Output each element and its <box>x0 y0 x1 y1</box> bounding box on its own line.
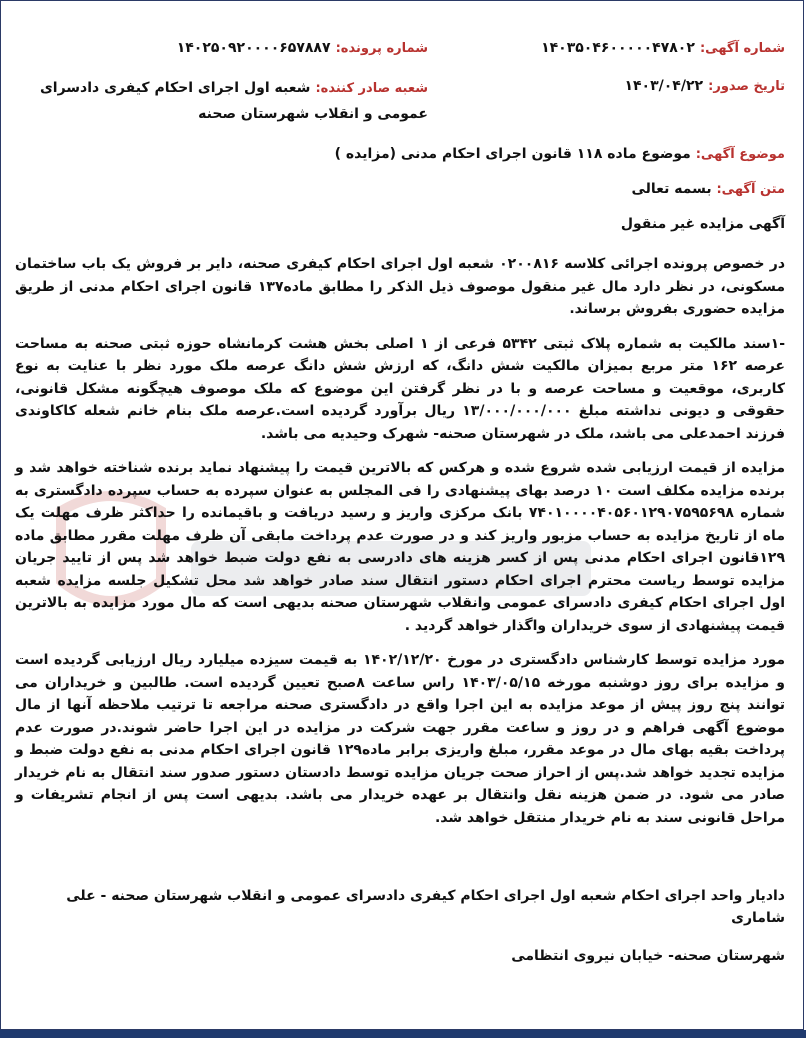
issuing-branch-value: شعبه اول اجرای احکام کیفری دادسرای عمومی و انقلاب شهرستان صحنه <box>39 80 428 122</box>
issue-date-row <box>624 75 785 94</box>
signature-line-official: دادیار واحد اجرای احکام شعبه اول اجرای احکام کیفری دادسرای عمومی و انقلاب شهرستان صحنه - علی شاماری <box>66 888 785 926</box>
case-number-row <box>177 37 428 56</box>
paragraph-auction-date: مورد مزایده توسط کارشناس دادگستری در مورخ ۱۴۰۲/۱۲/۲۰ به قیمت سیزده میلیارد ریال ارزیابی گردیده است و مزایده برای روز دوشنبه مورخه ۱۴۰۳/۰۵/۱۵ راس ساعت ۸صبح تعیین گردیده است. طالبین و خریداران می توانند پنج روز پیش از موعد مزایده به این اجرا واقع در دادگستری صحنه مراجعه تا ترتیب ملاحظه آنها از مال موضوع آگهی فراهم و در روز و ساعت مقرر جهت شرکت در مزایده در این اجرا حاضر شوند.در صورت عدم پرداخت بقیه بهای مال در موعد مقرر، مبلغ واریزی برابر ماده۱۲۹ قانون اجرای احکام مدنی به نفع دولت ضبط و مزایده تجدید خواهد شد.پس از احراز صحت جریان مزایده توسط دادستان دستور صدور سند انتقال به نام خریدار صادر می شود. در ضمن هزینه نقل وانتقال بر عهده خریدار می باشد. بدیهی است پس از انجام تشریفات و مراحل قانونی سند به نام خریدار منتقل خواهد شد. <box>15 652 786 826</box>
body-intro-row <box>632 181 786 197</box>
signature-line-address: شهرستان صحنه- خیابان نیروی انتظامی <box>511 948 785 964</box>
notice-number-value: ۱۴۰۳۵۰۴۶۰۰۰۰۰۴۷۸۰۲ <box>541 40 695 56</box>
subject-value: موضوع ماده ۱۱۸ قانون اجرای احکام مدنی (مزایده ) <box>334 146 691 162</box>
issue-date-label: تاریخ صدور: <box>708 79 785 94</box>
issuing-branch-label: شعبه صادر کننده: <box>315 81 428 96</box>
subject-row <box>335 146 785 162</box>
subject-label: موضوع آگهی: <box>695 147 785 162</box>
body-intro-label: متن آگهی: <box>716 182 785 197</box>
case-number-label: شماره پرونده: <box>335 41 428 56</box>
paragraph-property: -۱سند مالکیت به شماره پلاک ثبتی ۵۳۴۲ فرعی از ۱ اصلی بخش هشت کرمانشاه حوزه ثبتی صحنه به مساحت عرصه ۱۶۲ متر مربع بمیزان مالکیت شش دانگ، که ارزش شش دانگ عرصه ملک مورد نظر با عنایت به نوع کاربری، موقعیت و مساحت عرصه و با در نظر گرفتن این موضوع که ملک موصوف هیچگونه مشکل قانونی، حقوقی و دیونی نداشته مبلغ ۱۳/۰۰۰/۰۰۰/۰۰۰ ریال برآورد گردیده است.عرصه ملک بنام خانم شعله کاکاوندی فرزند احمدعلی می باشد، ملک در شهرستان صحنه- شهرک وحیدیه می باشد. <box>15 335 786 442</box>
notice-number-row <box>541 37 785 56</box>
paragraph-intro: در خصوص پرونده اجرائی کلاسه ۰۲۰۰۸۱۶ شعبه اول اجرای احکام کیفری صحنه، دایر بر فروش یک باب ساختمان مسکونی، در نظر دارد مال غیر منقول موصوف ذیل الذکر را مطابق ماده۱۳۷ قانون اجرای احکام مدنی از طریق مزایده حضوری بفروش برساند. <box>15 256 786 317</box>
notice-number-label: شماره آگهی: <box>699 41 785 56</box>
notice-title: آگهی مزایده غیر منقول <box>620 216 785 232</box>
bottom-border-bar <box>0 1030 806 1038</box>
notice-body <box>15 253 785 841</box>
issuing-branch-row <box>38 75 428 126</box>
issue-date-value: ۱۴۰۳/۰۴/۲۲ <box>624 78 704 94</box>
case-number-value: ۱۴۰۲۵۰۹۲۰۰۰۰۶۵۷۸۸۷ <box>176 40 331 56</box>
body-intro-value: بسمه تعالی <box>631 181 712 197</box>
paragraph-auction-terms: مزایده از قیمت ارزیابی شده شروع شده و هرکس که بالاترین قیمت را پیشنهاد نماید برنده شناخته خواهد شد و برنده مزایده مکلف است ۱۰ درصد بهای پیشنهادی را فی المجلس به عنوان سپرده به حساب سپرده دادگستری به شماره ۷۴۰۱۰۰۰۰۴۰۵۶۰۱۲۹۰۷۵۹۵۶۹۸ بانک مرکزی واریز و رسید دریافت و باقیمانده را حداکثر ظرف مهلت یک ماه از تاریخ مزایده به حساب مزبور واریز کند و در صورت عدم پرداخت مابقی آن ظرف مهلت مقرر مطابق ماده ۱۲۹قانون اجرای احکام مدنی پس از کسر هزینه های دادرسی به نفع دولت ضبط خواهد شد پس از تایید جریان مزایده توسط ریاست محترم اجرای احکام دستور انتقال سند صادر خواهد شد محل تشکیل جلسه مزایده شعبه اول اجرای احکام کیفری دادسرای عمومی وانقلاب شهرستان صحنه بدیهی است که مال مورد مزایده به بالاترین قیمت پیشنهادی از سوی خریداران واگذار خواهد گردید . <box>15 460 786 634</box>
signature-block <box>15 885 785 967</box>
